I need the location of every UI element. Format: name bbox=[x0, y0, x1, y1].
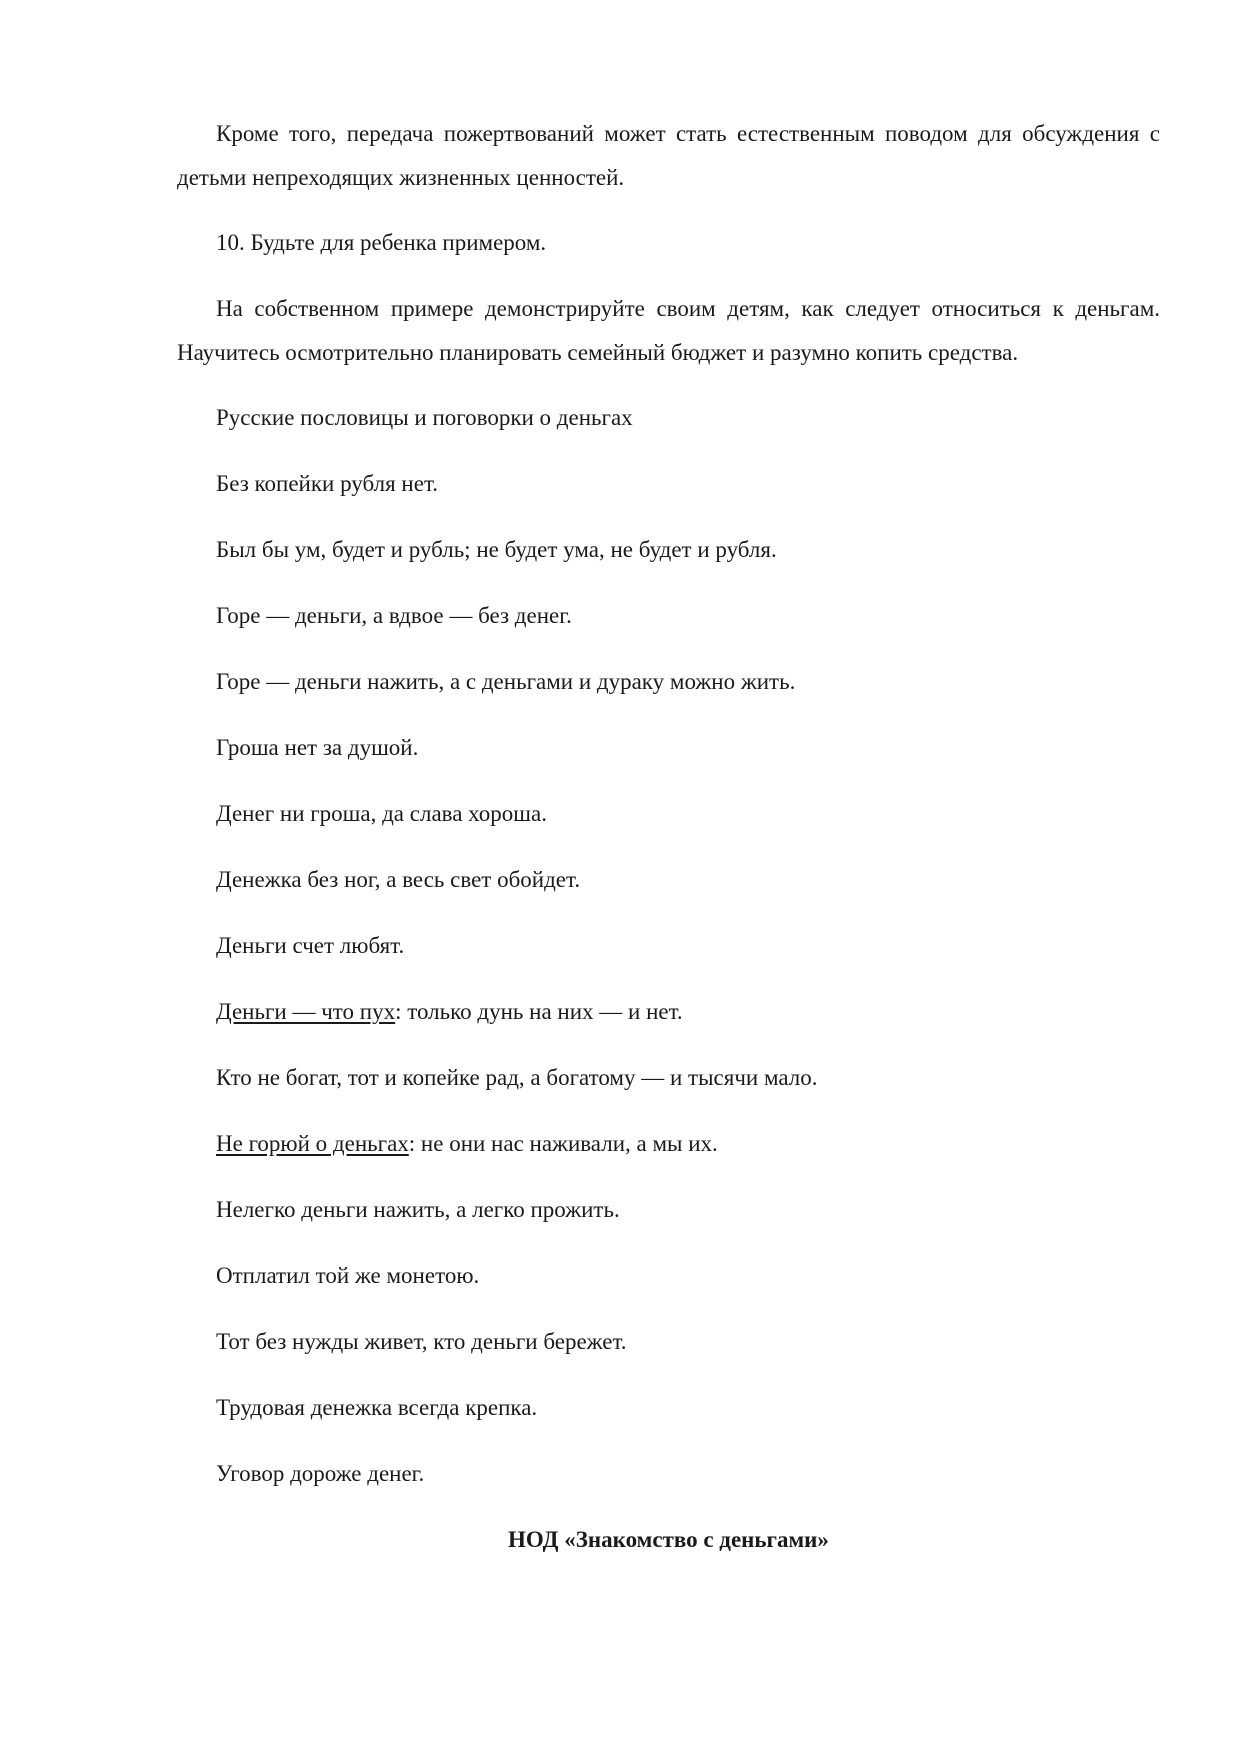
proverb-line: Трудовая денежка всегда крепка. bbox=[216, 1395, 538, 1420]
document-page bbox=[177, 112, 1160, 1562]
proverb-line: Гроша нет за душой. bbox=[216, 735, 419, 760]
proverb-line: Нелегко деньги нажить, а легко прожить. bbox=[216, 1197, 620, 1222]
proverb-line: Был бы ум, будет и рубль; не будет ума, не будет и рубля. bbox=[216, 537, 777, 562]
proverb-rest: : только дунь на них — и нет. bbox=[395, 999, 683, 1024]
proverb-line: Тот без нужды живет, кто деньги бережет. bbox=[216, 1329, 627, 1354]
paragraph-example: На собственном примере демонстрируйте своим детям, как следует относиться к деньгам. Научитесь осмотрительно планировать семейный бюджет и разумно копить средства. bbox=[177, 296, 1160, 365]
proverb-line: Без копейки рубля нет. bbox=[216, 471, 439, 496]
proverb-line: Кто не богат, тот и копейке рад, а богатому — и тысячи мало. bbox=[216, 1065, 818, 1090]
proverb-rest: : не они нас наживали, а мы их. bbox=[408, 1131, 718, 1156]
proverb-line: Денег ни гроша, да слава хороша. bbox=[216, 801, 547, 826]
section-heading: НОД «Знакомство с деньгами» bbox=[508, 1527, 829, 1552]
proverb-line: Отплатил той же монетою. bbox=[216, 1263, 480, 1288]
proverb-line: Уговор дороже денег. bbox=[216, 1461, 425, 1486]
proverb-line-pukh bbox=[177, 990, 1160, 1034]
proverb-line-grieve bbox=[177, 1122, 1160, 1166]
underlined-phrase: Не горюй о деньгах bbox=[216, 1131, 409, 1156]
proverb-line: Горе — деньги, а вдвое — без денег. bbox=[216, 603, 572, 628]
proverb-line: Горе — деньги нажить, а с деньгами и дураку можно жить. bbox=[216, 669, 796, 694]
proverb-line: Денежка без ног, а весь свет обойдет. bbox=[216, 867, 581, 892]
proverb-line: Деньги счет любят. bbox=[216, 933, 405, 958]
underlined-phrase: Деньги — что пух bbox=[216, 999, 396, 1024]
paragraph-donations: Кроме того, передача пожертвований может стать естественным поводом для обсуждения с детьми непреходящих жизненных ценностей. bbox=[177, 121, 1160, 190]
paragraph-tip-10: 10. Будьте для ребенка примером. bbox=[216, 230, 547, 255]
proverbs-title: Русские пословицы и поговорки о деньгах bbox=[216, 405, 633, 430]
